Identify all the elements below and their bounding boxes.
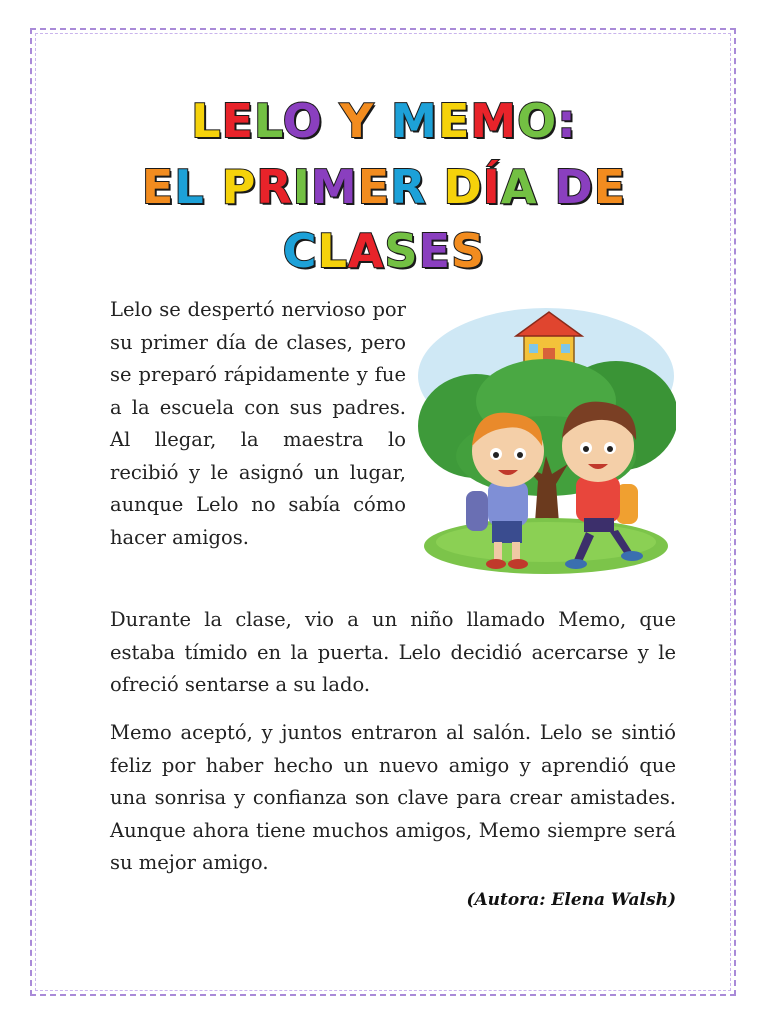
title-letter: C: [282, 224, 318, 278]
title-letter: [537, 160, 554, 214]
title-letter: M: [310, 160, 358, 214]
title-letter: D: [554, 160, 594, 214]
title-letter: L: [254, 94, 283, 148]
title-letter: M: [470, 94, 518, 148]
title-letter: [323, 94, 340, 148]
title-letter: S: [451, 224, 486, 278]
title-letter: D: [443, 160, 483, 214]
title-letter: E: [357, 160, 391, 214]
title-letter: [205, 160, 222, 214]
title-letter: P: [221, 160, 257, 214]
title-letter: E: [141, 160, 175, 214]
title-letter: R: [390, 160, 427, 214]
title-letter: M: [391, 94, 438, 148]
title-line-3: [0, 222, 768, 280]
title-letter: E: [418, 224, 452, 278]
title-letter: Í: [482, 160, 501, 214]
title-letter: R: [256, 160, 293, 214]
title-letter: A: [500, 160, 538, 214]
title-letter: O: [517, 94, 558, 148]
title-letter: [427, 160, 444, 214]
title-letter: E: [221, 94, 255, 148]
title-line-1: [0, 92, 768, 150]
title-letter: [374, 94, 391, 148]
title-letter: O: [282, 94, 323, 148]
title-letter: E: [437, 94, 471, 148]
title-line-2: [0, 158, 768, 216]
title-letter: L: [191, 94, 222, 148]
title-letter: :: [557, 94, 577, 148]
paragraph-3: Memo aceptó, y juntos entraron al salón. Lelo se sintió feliz por haber hecho un nuevo amigo y aprendió que una sonrisa y confianza son clave para crear amistades. Aunque ahora tiene muchos amigos, Memo siempre será su mejor amigo.: [110, 721, 676, 874]
title-letter: E: [593, 160, 627, 214]
title-letter: A: [347, 224, 385, 278]
title-letter: S: [384, 224, 419, 278]
title-letter: L: [317, 224, 348, 278]
two-kids-school-illustration-icon: [416, 306, 676, 578]
paragraph-1: Lelo se despertó nervioso por su primer día de clases, pero se preparó rápidamente y fue a la escuela con sus padres. Al llegar, la maestra lo recibió y le asignó un lugar, aunque Lelo no sabía cómo hacer amigos.: [110, 298, 406, 549]
title-letter: I: [292, 160, 311, 214]
author-credit: (Autora: Elena Walsh): [466, 890, 676, 910]
title-letter: Y: [339, 94, 375, 148]
title-letter: L: [174, 160, 205, 214]
paragraph-2: Durante la clase, vio a un niño llamado Memo, que estaba tímido en la puerta. Lelo decidió acercarse y le ofreció sentarse a su lado.: [110, 608, 676, 696]
